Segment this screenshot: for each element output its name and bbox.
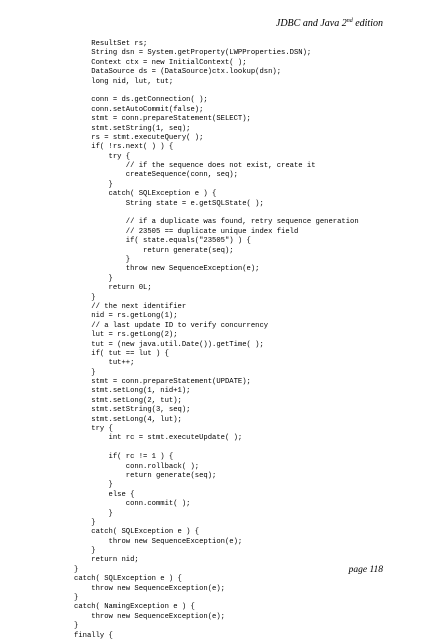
- code-line: }: [74, 293, 96, 302]
- code-line: stmt.setLong(4, lut);: [74, 415, 182, 424]
- code-line: catch( SQLException e ) {: [74, 190, 217, 199]
- code-line: }: [74, 594, 79, 603]
- code-line: conn = ds.getConnection( );: [74, 96, 208, 105]
- code-line: nid = rs.getLong(1);: [74, 312, 178, 321]
- code-line: return generate(seq);: [74, 471, 217, 480]
- code-line: int rc = stmt.executeUpdate( );: [74, 434, 243, 443]
- code-listing: [74, 40, 359, 641]
- code-line: return nid;: [74, 556, 139, 565]
- code-line: lut = rs.getLong(2);: [74, 331, 178, 340]
- code-line: String dsn = System.getProperty(LWPProperties.DSN);: [74, 49, 312, 58]
- code-line: createSequence(conn, seq);: [74, 171, 238, 180]
- code-line: }: [74, 547, 96, 556]
- code-line: stmt.setLong(2, tut);: [74, 396, 182, 405]
- code-line: if( state.equals("23505") ) {: [74, 237, 251, 246]
- code-line: conn.commit( );: [74, 500, 191, 509]
- code-line: conn.rollback( );: [74, 462, 200, 471]
- code-line: long nid, lut, tut;: [74, 77, 174, 86]
- code-line: }: [74, 622, 79, 631]
- code-line: Context ctx = new InitialContext( );: [74, 58, 247, 67]
- code-line: [74, 209, 359, 218]
- code-line: // if the sequence does not exist, create it: [74, 162, 316, 171]
- code-line: stmt.setString(1, seq);: [74, 124, 191, 133]
- code-line: conn.setAutoCommit(false);: [74, 105, 204, 114]
- code-line: tut++;: [74, 359, 135, 368]
- code-line: }: [74, 180, 113, 189]
- code-line: rs = stmt.executeQuery( );: [74, 133, 204, 142]
- code-line: stmt.setString(3, seq);: [74, 406, 191, 415]
- code-line: String state = e.getSQLState( );: [74, 199, 264, 208]
- code-line: }: [74, 518, 96, 527]
- code-line: stmt = conn.prepareStatement(UPDATE);: [74, 378, 251, 387]
- code-line: stmt = conn.prepareStatement(SELECT);: [74, 115, 251, 124]
- code-line: [74, 444, 359, 453]
- code-line: catch( NamingException e ) {: [74, 603, 195, 612]
- code-line: if( tut == lut ) {: [74, 349, 169, 358]
- code-line: throw new SequenceException(e);: [74, 537, 243, 546]
- code-line: throw new SequenceException(e);: [74, 612, 225, 621]
- code-line: // a last update ID to verify concurrency: [74, 321, 269, 330]
- code-line: throw new SequenceException(e);: [74, 584, 225, 593]
- page-number: page 118: [348, 565, 383, 575]
- code-line: return generate(seq);: [74, 246, 234, 255]
- code-line: finally {: [74, 631, 113, 640]
- code-line: DataSource ds = (DataSource)ctx.lookup(dsn);: [74, 68, 282, 77]
- code-line: }: [74, 255, 131, 264]
- header-title-prefix: JDBC and Java 2: [275, 18, 347, 29]
- code-line: }: [74, 565, 79, 574]
- code-line: }: [74, 481, 113, 490]
- code-line: return 0L;: [74, 284, 152, 293]
- header-title-suffix: edition: [352, 18, 383, 29]
- code-line: // 23505 == duplicate unique index field: [74, 227, 299, 236]
- code-line: }: [74, 274, 113, 283]
- code-line: stmt.setLong(1, nid+1);: [74, 387, 191, 396]
- code-line: catch( SQLException e ) {: [74, 528, 200, 537]
- code-line: try {: [74, 425, 113, 434]
- code-line: ResultSet rs;: [74, 40, 148, 48]
- code-line: catch( SQLException e ) {: [74, 575, 182, 584]
- code-line: try {: [74, 152, 131, 161]
- code-line: // the next identifier: [74, 302, 187, 311]
- code-line: throw new SequenceException(e);: [74, 265, 260, 274]
- code-line: [74, 87, 359, 96]
- running-header: [276, 18, 383, 29]
- code-line: }: [74, 509, 113, 518]
- code-line: else {: [74, 490, 135, 499]
- header-title-sup: nd: [346, 18, 353, 24]
- code-line: // if a duplicate was found, retry sequence generation: [74, 218, 359, 227]
- code-line: if( rc != 1 ) {: [74, 453, 174, 462]
- code-line: if( !rs.next( ) ) {: [74, 143, 174, 152]
- code-line: }: [74, 368, 96, 377]
- code-line: tut = (new java.util.Date()).getTime( );: [74, 340, 264, 349]
